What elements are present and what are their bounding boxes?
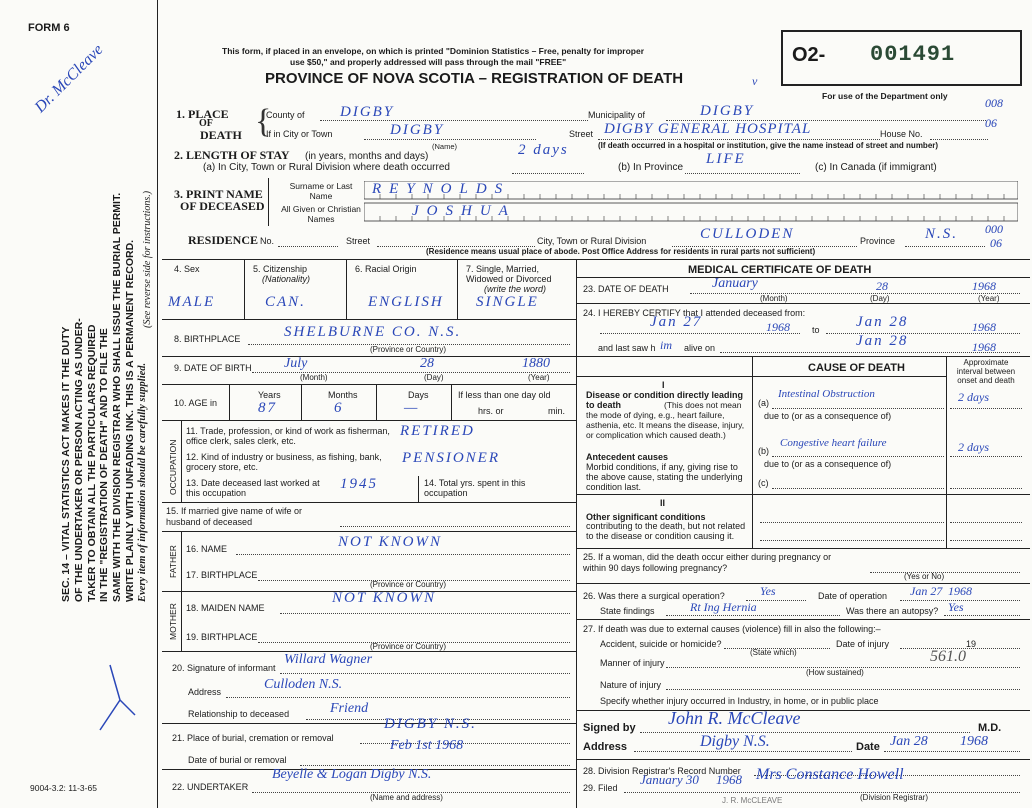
occ-11-value: RETIRED (400, 423, 475, 439)
roman-1: I (662, 380, 665, 390)
dob-d-sub: (Day) (424, 373, 444, 382)
see-reverse: (See reverse side for instructions.) (142, 190, 153, 328)
injury-date-label: Date of injury (836, 639, 890, 649)
cause-a-interval: 2 days (958, 390, 989, 404)
other-conditions-label: Other significant conditions (586, 512, 706, 522)
registrar-sub: (Division Registrar) (860, 793, 929, 802)
manner-label: Manner of injury (600, 658, 665, 668)
occ-11-label: 11. Trade, profession, or kind of work as fisherman, office clerk, sales clerk, etc. (186, 426, 390, 446)
burial-date-label: Date of burial or removal (188, 755, 287, 765)
s3-label-b: OF DECEASED (180, 199, 265, 213)
street-value: DIGBY GENERAL HOSPITAL (604, 121, 812, 137)
res-prov: N.S. (925, 226, 959, 242)
op-date-year: 1968 (948, 584, 972, 598)
residence-note: (Residence means usual place of abode. Post Office Address for residents in rural parts not sufficient) (426, 247, 816, 256)
res-no-label: No. (260, 236, 275, 246)
citizen-value: CAN. (265, 294, 306, 310)
marital-label: 7. Single, Married, Widowed or Divorced (466, 264, 552, 284)
county-value: DIGBY (340, 104, 395, 120)
accident-label: Accident, suicide or homicide? (600, 639, 722, 649)
side-instructions: SEC. 14 – VITAL STATISTICS ACT MAKES IT THE DUTY OF THE UNDERTAKER OR PERSON ACTING AS UNDER- TAKER TO OBTAIN ALL THE PARTICULARS REQUIRED IN THE "REGISTRATION OF DEATH" AND TO FILE THE SAME WITH THE DIVISION REGISTRAR WHO SHALL ISSUE THE BURIAL PERMIT. WRITE PLAINLY WITH UNFADING INK. THIS IS A PERMANENT RECORD. Every item of information should be carefully supplied. (60, 192, 148, 602)
sign-addr: Digby N.S. (700, 733, 770, 750)
given-value: JOSHUA (412, 203, 516, 219)
sign-date-label: Date (856, 741, 880, 753)
findings-label: State findings (600, 606, 655, 616)
s2-c-label: (c) In Canada (if immigrant) (815, 162, 937, 173)
attend-to-year: 1968 (972, 320, 996, 334)
autopsy-value: Yes (948, 600, 964, 614)
dod-month: January (712, 276, 758, 291)
specify-label: Specify whether injury occurred in Industry, in home, or in public place (600, 696, 879, 706)
burial-date: Feb 1st 1968 (390, 738, 464, 753)
citizen-label: 5. Citizenship (253, 264, 308, 274)
age-years: 87 (258, 400, 277, 416)
city-name-sub: (Name) (432, 142, 458, 151)
res-street-label: Street (346, 236, 371, 246)
roman-2: II (660, 498, 666, 508)
father-bp-label: 17. BIRTHPLACE (186, 570, 258, 580)
marital-sub: (write the word) (484, 284, 547, 294)
alive-date: Jan 28 (856, 333, 909, 349)
father-bp-sub: (Province or Country) (370, 580, 447, 589)
filed-date-year: 1968 (716, 772, 742, 787)
due-to-2: due to (or as a consequence of) (764, 459, 892, 469)
cause-c-label: (c) (758, 478, 769, 488)
cause-b: Congestive heart failure (780, 437, 887, 449)
interval-header: Approximate interval between onset and death (956, 358, 1016, 385)
cause-b-interval: 2 days (958, 440, 989, 454)
mail-notice-1: This form, if placed in an envelope, on which is printed "Dominion Statistics – Free, penalty for improper (222, 46, 645, 56)
surgery-value: Yes (760, 584, 776, 598)
dept-use-label: For use of the Department only (822, 91, 948, 101)
dob-label: 9. DATE OF BIRTH (174, 363, 252, 373)
hospital-note: (If death occurred in a hospital or institution, give the name instead of street and number) (598, 141, 939, 150)
certify-label: 24. I HEREBY CERTIFY that I attended deceased from: (583, 308, 806, 318)
cause-a-label: (a) (758, 398, 769, 408)
surname-value: REYNOLDS (372, 181, 511, 197)
dod-day: 28 (876, 279, 888, 293)
signed-by: John R. McCleave (668, 708, 801, 728)
autopsy-label: Was there an autopsy? (846, 606, 939, 616)
undertaker-value: Beyelle & Logan Digby N.S. (272, 767, 432, 782)
age-days: — (404, 400, 420, 416)
cause-d1b: (This does not mean the mode of dying, e.g., heart failure, asthenia, etc. It means the disease, injury, or complication which caused death.) (586, 400, 745, 440)
mother-name: NOT KNOWN (332, 590, 437, 606)
registrar-stamp: J. R. McCLEAVE (722, 796, 783, 805)
citizen-sub: (Nationality) (262, 274, 311, 284)
mother-side: MOTHER (168, 603, 178, 640)
antecedent-sub: Morbid conditions, if any, giving rise to the above cause, stating the underlying condition last. (586, 462, 743, 492)
accident-sub: (State which) (750, 648, 797, 657)
attend-to: Jan 28 (856, 314, 909, 330)
city-value: DIGBY (390, 122, 445, 138)
dod-m-sub: (Month) (760, 294, 788, 303)
years-lbl: Years (258, 390, 281, 400)
sex-label: 4. Sex (174, 264, 200, 274)
surgery-label: 26. Was there a surgical operation? (583, 591, 725, 601)
form-title: PROVINCE OF NOVA SCOTIA – REGISTRATION OF DEATH (265, 70, 684, 87)
alive-label: alive on (684, 343, 716, 353)
code-2: 06 (985, 116, 997, 130)
relationship-label: Relationship to deceased (188, 709, 290, 719)
signed-by-label: Signed by (583, 722, 636, 734)
cause-title: CAUSE OF DEATH (808, 362, 905, 374)
injury-code: 561.0 (930, 648, 966, 665)
nature-label: Nature of injury (600, 680, 662, 690)
cause-d1: Disease or condition directly leading to death (586, 390, 744, 410)
s29-label: 29. Filed (583, 783, 618, 793)
last-saw-label: and last saw h (598, 343, 656, 353)
house-label: House No. (880, 129, 923, 139)
dod-year: 1968 (972, 279, 996, 293)
op-date-label: Date of operation (818, 591, 888, 601)
s1-label-a: 1. PLACE (176, 107, 229, 121)
findings-value: Rt Ing Hernia (690, 600, 757, 614)
form-number: FORM 6 (28, 22, 70, 34)
print-code: 9004-3.2: 11-3-65 (30, 783, 97, 793)
s25-label: 25. If a woman, did the death occur either during pregnancy or within 90 days following pregnancy? (583, 552, 832, 573)
dob-day: 28 (420, 356, 434, 371)
mother-bp-label: 19. BIRTHPLACE (186, 632, 258, 642)
residence-label: RESIDENCE (188, 233, 259, 247)
birthplace-label: 8. BIRTHPLACE (174, 334, 241, 344)
race-value: ENGLISH (368, 294, 444, 310)
hrs-label: hrs. or (478, 406, 504, 416)
sign-addr-label: Address (583, 741, 628, 753)
op-date: Jan 27 (910, 584, 943, 598)
age-label: 10. AGE in (174, 398, 218, 408)
to-label: to (812, 325, 820, 335)
s28-label: 28. Division Registrar's Record Number (583, 766, 741, 776)
md-label: M.D. (978, 722, 1002, 734)
cause-a: Intestinal Obstruction (778, 388, 875, 400)
surname-label: Surname or Last Name (289, 181, 353, 201)
attend-from: Jan 27 (650, 314, 703, 330)
dod-d-sub: (Day) (870, 294, 890, 303)
informant-addr: Culloden N.S. (264, 677, 343, 692)
registrar-sig: Mrs Constance Howell (756, 766, 904, 783)
s1-label-b: OF (199, 118, 213, 129)
reg-number: 001491 (870, 42, 956, 67)
res-code-2: 06 (990, 236, 1002, 250)
burial-label: 21. Place of burial, cremation or removal (172, 733, 334, 743)
days-lbl: Days (408, 390, 429, 400)
birthplace-sub: (Province or Country) (370, 345, 447, 354)
age-months: 6 (334, 400, 344, 416)
filed-date: January 30 (640, 772, 699, 787)
margin-note: Dr. McCleave (31, 41, 107, 117)
res-city-label: City, Town or Rural Division (537, 236, 647, 246)
province-stay: LIFE (706, 151, 746, 167)
given-label: All Given or Christian Names (281, 204, 361, 224)
margin-scribble (90, 660, 140, 740)
informant-sig: Willard Wagner (284, 652, 373, 667)
occ-14-label: 14. Total yrs. spent in this occupation (424, 478, 526, 498)
s2-b-label: (b) In Province (618, 162, 684, 173)
other-conditions-sub: contributing to the death, but not related to the disease or condition causing it. (586, 521, 746, 541)
antecedent-label: Antecedent causes (586, 452, 669, 462)
mother-name-label: 18. MAIDEN NAME (186, 603, 265, 613)
occ-12-label: 12. Kind of industry or business, as fishing, bank, grocery store, etc. (186, 452, 382, 472)
race-label: 6. Racial Origin (355, 264, 417, 274)
s2-sub: (in years, months and days) (305, 151, 429, 162)
informant-label: 20. Signature of informant (172, 663, 276, 673)
dob-y-sub: (Year) (528, 373, 550, 382)
checkmark: v (752, 74, 758, 88)
reg-prefix: O2- (792, 44, 826, 66)
mother-bp-sub: (Province or Country) (370, 642, 447, 651)
dod-y-sub: (Year) (978, 294, 1000, 303)
occ-13-value: 1945 (340, 476, 378, 492)
marital-value: SINGLE (476, 294, 539, 310)
occ-13-label: 13. Date deceased last worked at this occupation (186, 478, 320, 498)
street-label: Street (569, 129, 594, 139)
injury-year: 19 (966, 639, 977, 649)
undertaker-sub: (Name and address) (370, 793, 443, 802)
stay-value: 2 days (518, 142, 569, 158)
sign-date-year: 1968 (960, 734, 988, 749)
months-lbl: Months (328, 390, 358, 400)
birthplace-value: SHELBURNE CO. N.S. (284, 324, 462, 340)
due-to-1: due to (or as a consequence of) (764, 411, 892, 421)
father-side: FATHER (168, 545, 178, 578)
city-label: If in City or Town (266, 129, 333, 139)
s2-label: 2. LENGTH OF STAY (174, 148, 290, 162)
relationship-value: Friend (330, 701, 369, 716)
dob-year: 1880 (522, 356, 550, 371)
res-prov-label: Province (860, 236, 896, 246)
res-code: 000 (985, 222, 1003, 236)
last-saw-him: im (660, 338, 672, 352)
father-name: NOT KNOWN (338, 534, 443, 550)
county-label: County of (266, 110, 305, 120)
burial-place: DIGBY N.S. (384, 716, 477, 732)
occ-side: OCCUPATION (168, 439, 178, 495)
muni-value: DIGBY (700, 103, 755, 119)
occ-12-value: PENSIONER (402, 450, 500, 466)
dob-month: July (284, 356, 308, 371)
s25-sub: (Yes or No) (904, 572, 945, 581)
sign-date: Jan 28 (890, 734, 928, 749)
dod-label: 23. DATE OF DEATH (583, 284, 669, 294)
father-name-label: 16. NAME (186, 544, 228, 554)
s1-label-c: DEATH (200, 128, 242, 142)
manner-sub: (How sustained) (806, 668, 864, 677)
cause-b-label: (b) (758, 446, 769, 456)
min-label: min. (548, 406, 566, 416)
lt-day-label: If less than one day old (458, 390, 551, 400)
s3-label-a: 3. PRINT NAME (174, 187, 263, 201)
s15-label: 15. If married give name of wife or husband of deceased (166, 506, 303, 527)
code-1: 008 (985, 96, 1003, 110)
alive-year: 1968 (972, 340, 996, 354)
informant-addr-label: Address (188, 687, 222, 697)
med-title: MEDICAL CERTIFICATE OF DEATH (688, 264, 872, 276)
attend-from-year: 1968 (766, 320, 790, 334)
mail-notice-2: use $50," and properly addressed will pass through the mail "FREE" (290, 57, 567, 67)
undertaker-label: 22. UNDERTAKER (172, 782, 249, 792)
dob-m-sub: (Month) (300, 373, 328, 382)
muni-label: Municipality of (588, 110, 646, 120)
s2-a-label: (a) In City, Town or Rural Division where death occurred (203, 162, 450, 173)
s27-label: 27. If death was due to external causes (violence) fill in also the following:– (583, 624, 881, 634)
res-city: CULLODEN (700, 226, 795, 242)
sex-value: MALE (168, 294, 216, 310)
